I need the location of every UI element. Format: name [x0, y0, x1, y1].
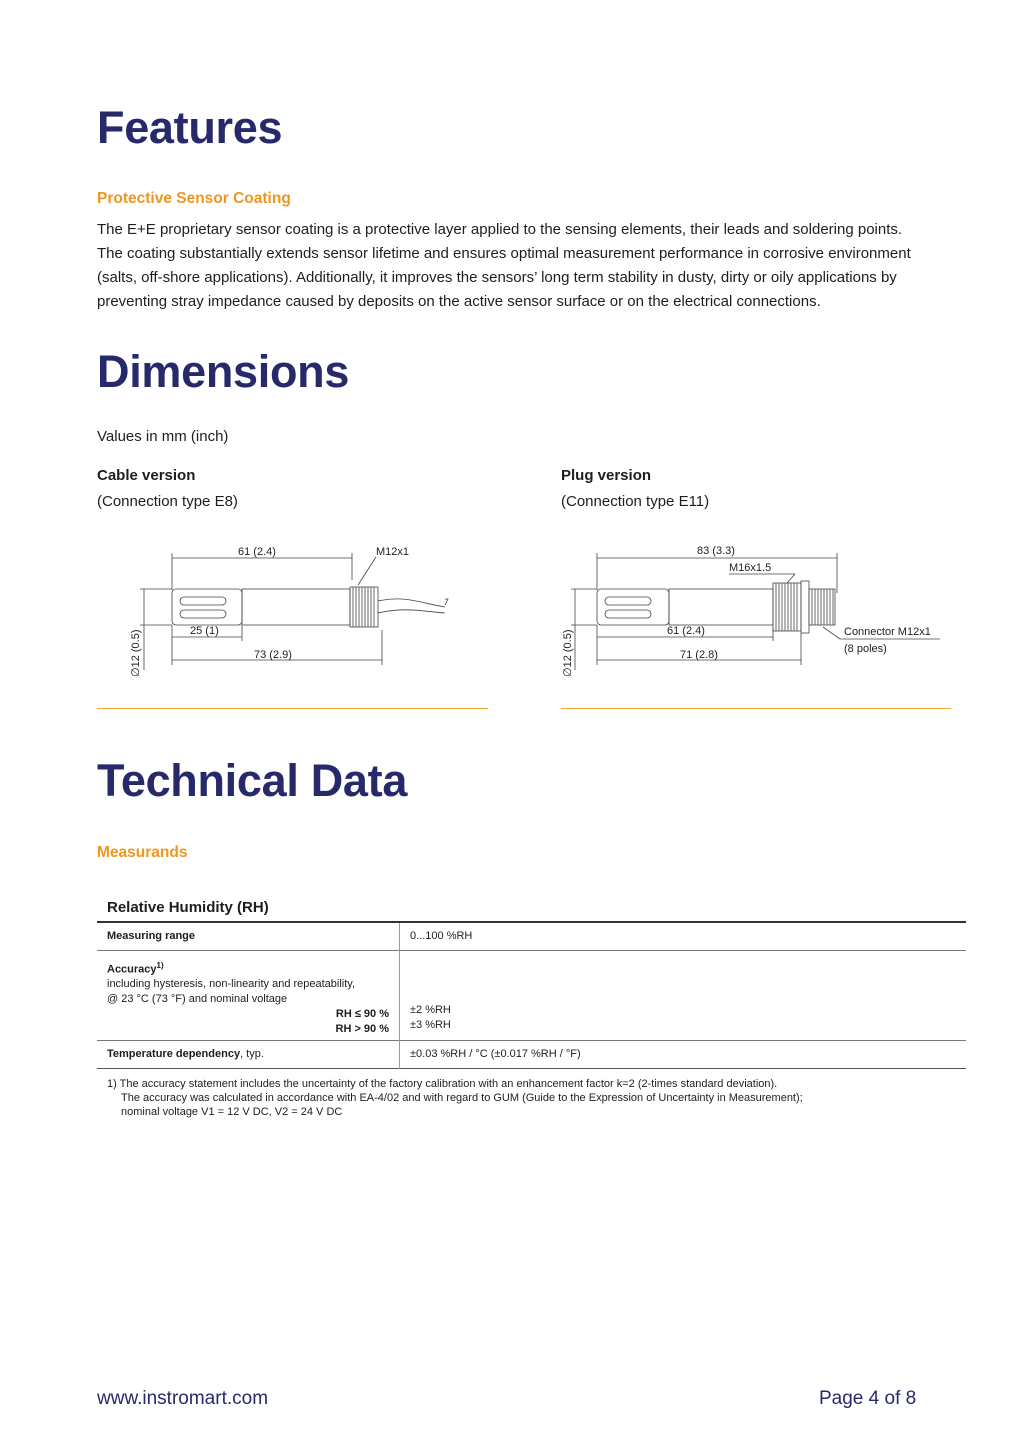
plug-version-subtitle: (Connection type E11): [561, 493, 710, 510]
cable-thread-label: M12x1: [376, 546, 410, 558]
table-row: [97, 922, 966, 950]
plug-divider: [561, 708, 951, 709]
accuracy-label-cell: [97, 950, 400, 1040]
accuracy-desc-2: @ 23 °C (73 °F) and nominal voltage: [107, 993, 288, 1006]
footnote-line: 1) The accuracy statement includes the uncertainty of the factory calibration with an enhancement factor k=2 (2-times standard deviation).: [107, 1078, 778, 1090]
measurands-subheading: Measurands: [97, 844, 188, 861]
plug-thread-label: M16x1.5: [729, 562, 772, 574]
accuracy-label: Accuracy: [107, 963, 157, 976]
rh-low-label: RH ≤ 90 %: [335, 1008, 389, 1021]
rh-high-value: ±3 %RH: [410, 1018, 451, 1031]
accuracy-footnote-ref: 1): [156, 960, 164, 970]
plug-diameter: ∅12 (0.5): [562, 629, 574, 677]
protective-coating-subheading: Protective Sensor Coating: [97, 190, 291, 207]
footnote-line: nominal voltage V1 = 12 V DC, V2 = 24 V DC: [121, 1106, 343, 1118]
temp-label: Temperature dependency: [107, 1048, 241, 1060]
features-line: The E+E proprietary sensor coating is a protective layer applied to the sensing elements, their leads and soldering points.: [97, 221, 903, 238]
cable-diameter: ∅12 (0.5): [130, 629, 142, 677]
plug-dim-top: 83 (3.3): [697, 545, 735, 557]
rh-table-title: Relative Humidity (RH): [107, 899, 269, 916]
features-heading: Features: [97, 102, 283, 153]
cable-version-title: Cable version: [97, 467, 196, 484]
features-line: The coating substantially extends sensor lifetime and ensures optimal measurement performance in corrosive environment: [97, 245, 911, 262]
plug-dim-total: 71 (2.8): [680, 649, 718, 661]
accuracy-desc-1: including hysteresis, non-linearity and repeatability,: [107, 978, 356, 991]
units-note: Values in mm (inch): [97, 428, 229, 445]
plug-connector-label: Connector M12x1: [844, 626, 931, 638]
features-paragraph: [97, 218, 977, 314]
accuracy-value-cell: [400, 950, 967, 1040]
features-line: (salts, off-shore applications). Additionally, it improves the sensors’ long term stability in dusty, dirty or oily applications by: [97, 269, 897, 286]
temp-suffix: , typ.: [240, 1048, 264, 1060]
cable-dim-total: 73 (2.9): [254, 649, 292, 661]
range-label: Measuring range: [107, 930, 196, 943]
table-row: [97, 950, 966, 1040]
cable-dim-filter: 25 (1): [190, 625, 219, 637]
range-label-cell: [97, 922, 400, 950]
cable-version-subtitle: (Connection type E8): [97, 493, 238, 510]
rh-high-label: RH > 90 %: [335, 1023, 389, 1036]
plug-version-title: Plug version: [561, 467, 652, 484]
plug-poles-label: (8 poles): [844, 643, 887, 655]
range-value: 0...100 %RH: [410, 930, 473, 943]
temp-value: ±0.03 %RH / °C (±0.017 %RH / °F): [410, 1048, 581, 1060]
temp-label-cell: [97, 1040, 400, 1068]
footer-page-number: Page 4 of 8: [819, 1388, 917, 1409]
cable-divider: [97, 708, 488, 709]
technical-data-heading: Technical Data: [97, 755, 408, 806]
dimensions-heading: Dimensions: [97, 346, 350, 397]
cable-version-drawing: [120, 535, 470, 685]
footnote-line: The accuracy was calculated in accordance with EA-4/02 and with regard to GUM (Guide to the Expression of Uncertainty in Measurement);: [121, 1092, 803, 1104]
accuracy-footnote: [107, 1077, 803, 1119]
cable-dim-top: 61 (2.4): [238, 546, 276, 558]
plug-dim-mid: 61 (2.4): [667, 625, 705, 637]
footer-website-link[interactable]: www.instromart.com: [97, 1388, 269, 1409]
rh-spec-table: [97, 921, 966, 1069]
rh-low-value: ±2 %RH: [410, 1003, 451, 1016]
table-row: [97, 1040, 966, 1068]
features-line: preventing stray impedance caused by deposits on the active sensor surface or on the electrical connections.: [97, 293, 821, 310]
plug-version-drawing: [555, 535, 955, 685]
